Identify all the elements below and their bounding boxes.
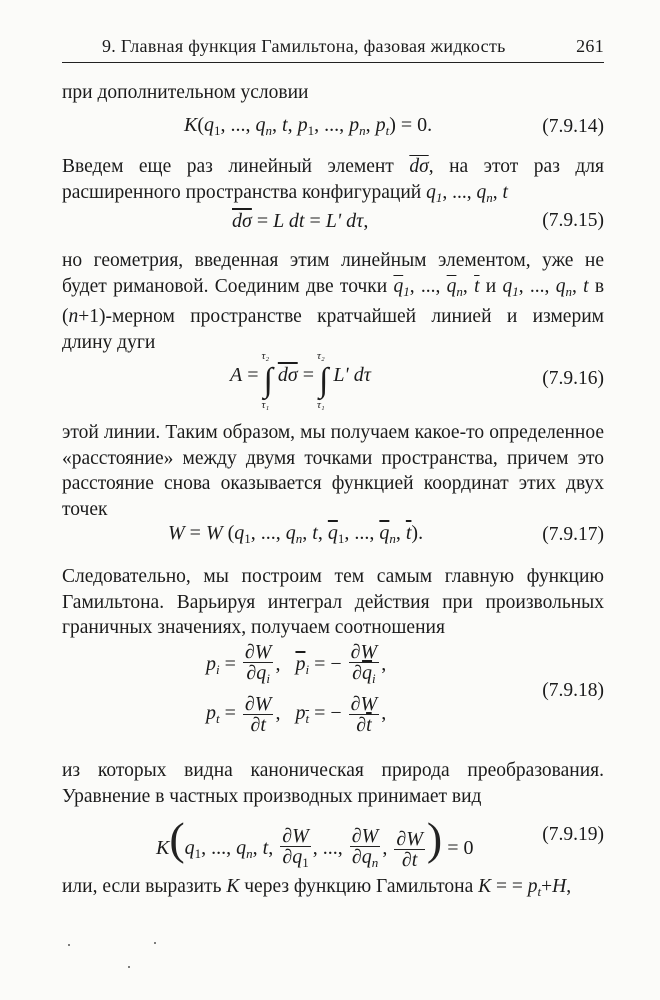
equation-7-9-15: $\overline{d\sigma} = L$ dt = Lʹ dτ, xyxy=(232,210,369,232)
page-number: 261 xyxy=(576,36,604,56)
section-title: 9. Главная функция Гамильтона, фазовая жидкость xyxy=(102,36,506,56)
equation-7-9-19: $K(q_1$, ..., $q_n$, t, $\frac{\partial W}{\partial q_1}$ , ..., $\frac{\partial W}{\partial q_n}$ , $\frac{\partial W}{\partial t}$ ) = 0 xyxy=(156,813,474,871)
scan-speck xyxy=(154,942,156,944)
paragraph-7: или, если выразить K через функцию Гамильтона K = = $p_t+H$, xyxy=(62,876,572,899)
paragraph-6: из которых видна каноническая природа преобразования. Уравнение в частных производных принимает вид xyxy=(62,760,604,807)
equation-7-9-14: $K(q_1$, ..., $q_n$, t, $p_1$, ..., $p_n$, $p_t) = 0$. xyxy=(184,114,433,138)
equation-number-17: (7.9.17) xyxy=(542,524,604,545)
equation-7-9-18a: $p_i$ = $\frac{\partial W}{\partial q_i}$ , $\overline{p}_i$ = − $\frac{\partial W}{\partial\overline{q}_i}$ , xyxy=(206,641,387,686)
equation-7-9-17: W = W ($q_1$, ..., $q_n$, t, $\overline{q}_1$, ..., $\overline{q}_n$, $\overline{t}$). xyxy=(168,522,424,546)
equation-number-18: (7.9.18) xyxy=(542,680,604,701)
running-header xyxy=(62,36,604,63)
equation-number-16: (7.9.16) xyxy=(542,368,604,389)
scan-speck xyxy=(68,944,70,946)
scan-speck xyxy=(128,966,130,968)
equation-number-15: (7.9.15) xyxy=(542,210,604,231)
equation-7-9-16: A = ∫ τ₂ τ₁ $\overline{d\sigma}$ = ∫ τ₂ τ₁ Lʹ dτ xyxy=(230,350,371,411)
paragraph-5: Следовательно, мы построим тем самым главную функцию Гамильтона. Варьируя интеграл действия при произвольных граничных значениях, получаем соотношения xyxy=(62,566,604,638)
equation-7-9-18b: $p_t$ = $\frac{\partial W}{\partial t}$ , $p_{\overline{t}}$ = − $\frac{\partial W}{\partial\overline{t}}$ , xyxy=(206,693,387,736)
equation-number-19: (7.9.19) xyxy=(542,824,604,845)
paragraph-3: но геометрия, введенная этим линейным элементом, уже не будет римановой. Соединим две точки $\overline{q}_1$, ..., $\overline{q}_n$, $\overline{t}$ и $q_1$, ..., $q_n$, t в (n+1)-мерном пространстве кратчайшей линией и измерим длину дуги xyxy=(62,250,605,353)
paragraph-2: Введем еще раз линейный элемент $\overline{d\sigma}$, на этот раз для расширенного пространства конфигураций $q_1$, ..., $q_n$, t xyxy=(62,156,605,205)
equation-number-14: (7.9.14) xyxy=(542,116,604,137)
paragraph-1: при дополнительном условии xyxy=(62,82,309,103)
paragraph-4: этой линии. Таким образом, мы получаем какое-то определенное «расстояние» между двумя точками пространства, причем это расстояние снова оказывается функцией координат этих двух точек xyxy=(62,422,604,520)
